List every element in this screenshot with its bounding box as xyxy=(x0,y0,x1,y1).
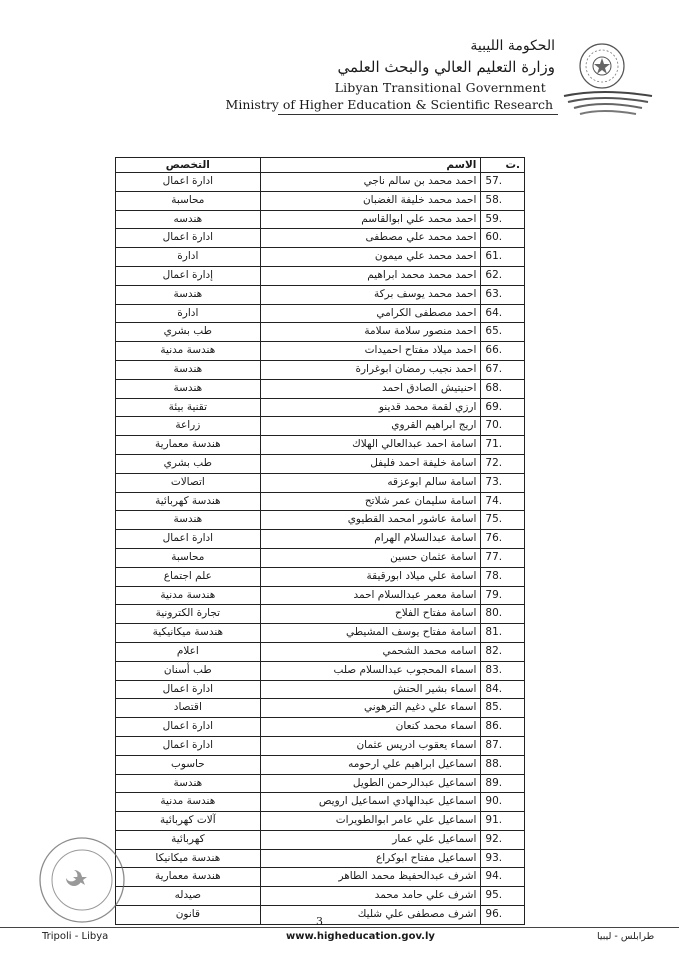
row-specialty: حاسوب xyxy=(116,755,261,774)
row-number: 69. xyxy=(481,398,525,417)
table-row xyxy=(116,642,525,661)
ministry-seal-icon xyxy=(562,36,654,128)
row-specialty: تقنية بيئة xyxy=(116,398,261,417)
row-number: 61. xyxy=(481,248,525,267)
row-name: اسماء المحجوب عبدالسلام صلب xyxy=(260,661,481,680)
row-number: 60. xyxy=(481,229,525,248)
row-name: احمد محمد محمد ابراهيم xyxy=(260,266,481,285)
row-number: 89. xyxy=(481,774,525,793)
row-number: 58. xyxy=(481,191,525,210)
row-number: 57. xyxy=(481,173,525,192)
table-row xyxy=(116,887,525,906)
table-row xyxy=(116,548,525,567)
table-row xyxy=(116,304,525,323)
table-row xyxy=(116,454,525,473)
row-number: 83. xyxy=(481,661,525,680)
row-number: 70. xyxy=(481,417,525,436)
row-number: 75. xyxy=(481,511,525,530)
row-name: اريج ابراهيم القروي xyxy=(260,417,481,436)
row-name: اشرف علي حامد محمد xyxy=(260,887,481,906)
row-name: اسامة عاشور امحمد القطيوي xyxy=(260,511,481,530)
row-specialty: اقتصاد xyxy=(116,699,261,718)
table-row xyxy=(116,699,525,718)
row-number: 96. xyxy=(481,906,525,925)
row-specialty: ادارة اعمال xyxy=(116,718,261,737)
row-name: اسامة مفتاح الفلاح xyxy=(260,605,481,624)
row-name: اشرف عبدالحفيظ محمد الطاهر xyxy=(260,868,481,887)
row-name: اسماء يعقوب ادريس عثمان xyxy=(260,736,481,755)
english-government-title: Libyan Transitional Government xyxy=(334,80,546,95)
row-name: اسماعيل علي عمار xyxy=(260,830,481,849)
column-header-name: الاسم xyxy=(260,158,481,173)
row-specialty: اتصالات xyxy=(116,473,261,492)
row-number: 59. xyxy=(481,210,525,229)
table-row xyxy=(116,624,525,643)
row-specialty: هندسة xyxy=(116,379,261,398)
row-name: اسامة احمد عبدالعالي الهلاك xyxy=(260,436,481,455)
row-number: 85. xyxy=(481,699,525,718)
row-specialty: ادارة اعمال xyxy=(116,173,261,192)
row-name: احنيتيش الصادق احمد xyxy=(260,379,481,398)
row-specialty: هندسة ميكانيكية xyxy=(116,624,261,643)
footer-website: www.higheducation.gov.ly xyxy=(286,931,435,942)
table-row xyxy=(116,173,525,192)
page-number: 3 xyxy=(316,915,323,928)
row-number: 94. xyxy=(481,868,525,887)
table-row xyxy=(116,586,525,605)
arabic-ministry-title: وزارة التعليم العالي والبحث العلمي xyxy=(337,58,555,76)
table-row xyxy=(116,492,525,511)
row-specialty: قانون xyxy=(116,906,261,925)
table-row xyxy=(116,812,525,831)
row-specialty: طب أسنان xyxy=(116,661,261,680)
row-number: 79. xyxy=(481,586,525,605)
row-specialty: هندسة كهربائية xyxy=(116,492,261,511)
row-specialty: ادارة اعمال xyxy=(116,736,261,755)
row-number: 76. xyxy=(481,530,525,549)
table-row xyxy=(116,680,525,699)
table-row xyxy=(116,473,525,492)
table-row xyxy=(116,661,525,680)
row-number: 64. xyxy=(481,304,525,323)
row-name: اسامة عبدالسلام الهرام xyxy=(260,530,481,549)
row-specialty: علم اجتماع xyxy=(116,567,261,586)
table-row xyxy=(116,793,525,812)
table-header-row xyxy=(116,158,525,173)
row-number: 62. xyxy=(481,266,525,285)
row-specialty: هندسه xyxy=(116,210,261,229)
table-row xyxy=(116,379,525,398)
row-specialty: محاسبة xyxy=(116,191,261,210)
table-row xyxy=(116,266,525,285)
row-specialty: هندسة ميكانيكا xyxy=(116,849,261,868)
row-name: اسماعيل مفتاح ابوكراع xyxy=(260,849,481,868)
table-row xyxy=(116,567,525,586)
column-header-specialty: التخصص xyxy=(116,158,261,173)
table-row xyxy=(116,360,525,379)
row-specialty: طب بشري xyxy=(116,323,261,342)
header-divider xyxy=(278,114,558,115)
row-name: اسماعيل علي عامر ابوالطويرات xyxy=(260,812,481,831)
row-number: 84. xyxy=(481,680,525,699)
row-number: 66. xyxy=(481,342,525,361)
row-name: اسامة علي ميلاد ابورقيقة xyxy=(260,567,481,586)
row-number: 90. xyxy=(481,793,525,812)
table-row xyxy=(116,323,525,342)
row-number: 72. xyxy=(481,454,525,473)
row-name: احمد محمد خليفة الغضبان xyxy=(260,191,481,210)
row-number: 77. xyxy=(481,548,525,567)
table-row xyxy=(116,342,525,361)
table-row xyxy=(116,774,525,793)
table-row xyxy=(116,868,525,887)
row-name: اسامة مفتاح يوسف المشيطي xyxy=(260,624,481,643)
row-specialty: هندسة xyxy=(116,360,261,379)
row-specialty: هندسة مدنية xyxy=(116,793,261,812)
row-specialty: زراعة xyxy=(116,417,261,436)
row-specialty: طب بشري xyxy=(116,454,261,473)
table-row xyxy=(116,736,525,755)
row-number: 82. xyxy=(481,642,525,661)
row-specialty: اعلام xyxy=(116,642,261,661)
row-number: 88. xyxy=(481,755,525,774)
row-specialty: ادارة xyxy=(116,304,261,323)
row-specialty: هندسة معمارية xyxy=(116,868,261,887)
english-ministry-title: Ministry of Higher Education & Scientific Research xyxy=(225,97,553,112)
roster-body xyxy=(116,173,525,925)
table-row xyxy=(116,530,525,549)
row-name: اسامه محمد الشحمي xyxy=(260,642,481,661)
row-number: 73. xyxy=(481,473,525,492)
row-name: اسماعيل عبدالرحمن الطويل xyxy=(260,774,481,793)
roster-table xyxy=(115,157,525,925)
row-number: 63. xyxy=(481,285,525,304)
row-name: اسامة سليمان عمر شلاتح xyxy=(260,492,481,511)
arabic-government-title: الحكومة الليبية xyxy=(470,38,555,54)
row-specialty: هندسة معمارية xyxy=(116,436,261,455)
row-number: 80. xyxy=(481,605,525,624)
row-name: احمد مصطفى الكرامي xyxy=(260,304,481,323)
row-name: ارزي لقمة محمد قدينو xyxy=(260,398,481,417)
row-name: اسامة خليفة احمد فليفل xyxy=(260,454,481,473)
letterhead xyxy=(0,0,679,140)
row-specialty: ادارة xyxy=(116,248,261,267)
table-row xyxy=(116,849,525,868)
row-specialty: آلات كهربائية xyxy=(116,812,261,831)
row-specialty: هندسة xyxy=(116,511,261,530)
row-name: اسماء علي دغيم الترهوني xyxy=(260,699,481,718)
row-name: احمد محمد علي ميمون xyxy=(260,248,481,267)
table-row xyxy=(116,830,525,849)
row-number: 71. xyxy=(481,436,525,455)
row-name: احمد منصور سلامة سلامة xyxy=(260,323,481,342)
row-name: اسماء بشير الحنش xyxy=(260,680,481,699)
row-name: اسماعيل ابراهيم علي ارحومه xyxy=(260,755,481,774)
row-specialty: ادارة اعمال xyxy=(116,229,261,248)
row-number: 78. xyxy=(481,567,525,586)
footer-city-english: Tripoli - Libya xyxy=(42,931,109,942)
row-specialty: محاسبة xyxy=(116,548,261,567)
row-number: 91. xyxy=(481,812,525,831)
official-stamp-icon xyxy=(36,830,128,930)
table-row xyxy=(116,511,525,530)
row-specialty: هندسة مدنية xyxy=(116,586,261,605)
row-name: اسماء محمد كنعان xyxy=(260,718,481,737)
row-name: احمد محمد علي ابوالقاسم xyxy=(260,210,481,229)
row-specialty: إدارة اعمال xyxy=(116,266,261,285)
row-number: 87. xyxy=(481,736,525,755)
row-name: اسامة سالم ابوعزقه xyxy=(260,473,481,492)
table-row xyxy=(116,436,525,455)
table-row xyxy=(116,718,525,737)
table-row xyxy=(116,605,525,624)
row-number: 95. xyxy=(481,887,525,906)
row-number: 92. xyxy=(481,830,525,849)
row-name: احمد نجيب رمضان ابوغرارة xyxy=(260,360,481,379)
row-specialty: تجارة الكترونية xyxy=(116,605,261,624)
table-row xyxy=(116,229,525,248)
table-row xyxy=(116,248,525,267)
row-specialty: ادارة اعمال xyxy=(116,680,261,699)
row-name: احمد محمد يوسف بركة xyxy=(260,285,481,304)
row-name: احمد محمد بن سالم ناجي xyxy=(260,173,481,192)
row-number: 67. xyxy=(481,360,525,379)
table-row xyxy=(116,417,525,436)
row-number: 81. xyxy=(481,624,525,643)
table-row xyxy=(116,398,525,417)
row-specialty: هندسة xyxy=(116,774,261,793)
footer-city-arabic: طرابلس - ليبيا xyxy=(597,931,655,942)
row-number: 74. xyxy=(481,492,525,511)
row-specialty: هندسة مدنية xyxy=(116,342,261,361)
row-name: اسامة معمر عبدالسلام احمد xyxy=(260,586,481,605)
row-specialty: ادارة اعمال xyxy=(116,530,261,549)
table-row xyxy=(116,285,525,304)
column-header-number: ت. xyxy=(481,158,525,173)
row-number: 65. xyxy=(481,323,525,342)
row-specialty: هندسة xyxy=(116,285,261,304)
table-row xyxy=(116,210,525,229)
row-name: احمد محمد علي مصطفى xyxy=(260,229,481,248)
row-number: 68. xyxy=(481,379,525,398)
row-specialty: صيدله xyxy=(116,887,261,906)
row-name: اسماعيل عبدالهادي اسماعيل ارويص xyxy=(260,793,481,812)
row-name: احمد ميلاد مفتاح احميدات xyxy=(260,342,481,361)
table-row xyxy=(116,191,525,210)
table-row xyxy=(116,755,525,774)
row-name: اسامة عثمان حسين xyxy=(260,548,481,567)
row-number: 86. xyxy=(481,718,525,737)
row-name: اشرف مصطفى علي شليك xyxy=(260,906,481,925)
footer-divider xyxy=(0,927,679,928)
row-number: 93. xyxy=(481,849,525,868)
row-specialty: كهربائية xyxy=(116,830,261,849)
